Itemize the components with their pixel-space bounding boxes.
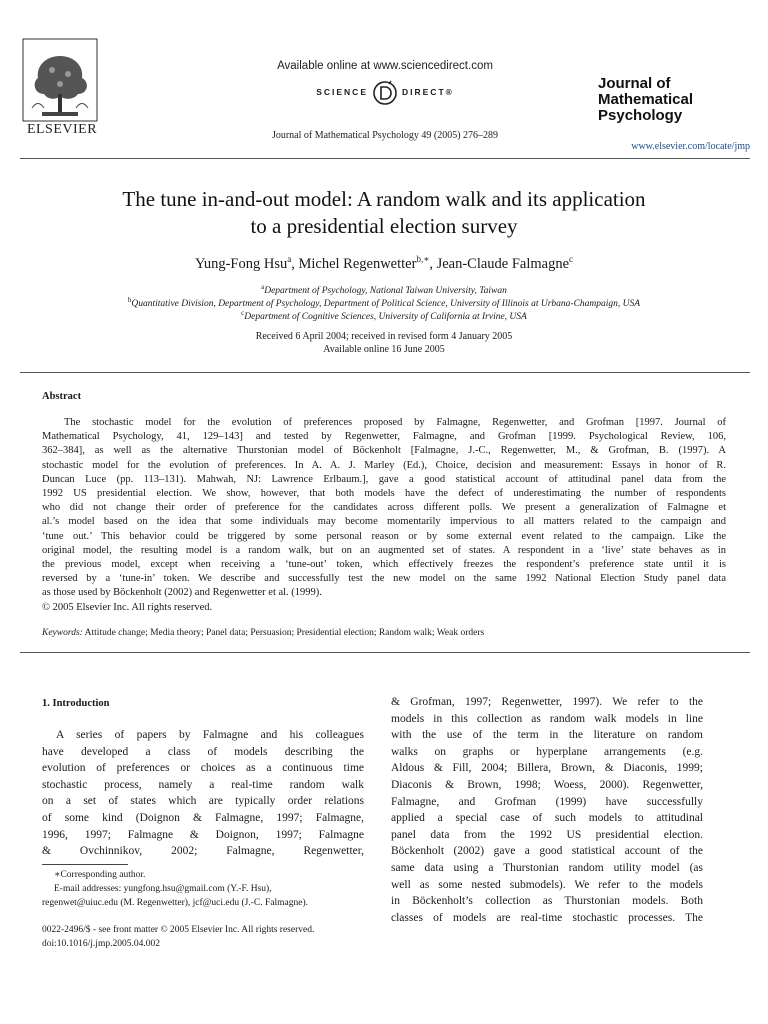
left-column-text xyxy=(42,727,364,860)
body-line: & Grofman, 1997; Regenwetter, 1997). We refer to the xyxy=(391,696,703,708)
body-line: 1996, 1997; Falmagne & Doignon, 1997; Falmagne xyxy=(42,828,364,841)
abstract-line: Mathematical Psychology, 41, 129–143] and tested by Regenwetter, Falmagne, and Grofman [1999. Psychological Review, 106, xyxy=(42,431,726,443)
date-line: Received 6 April 2004; received in revised form 4 January 2005 xyxy=(255,331,513,342)
abstract-line: who did not change their order of preference for the candidates across different polls. We present a generalization of Falmagne et xyxy=(42,502,726,514)
body-line: Diaconis & Brown, 1998; Woess, 2000). Regenwetter, xyxy=(391,778,703,791)
publisher-name: ELSEVIER xyxy=(26,122,98,137)
article-dates xyxy=(60,330,708,356)
affil-mark: b xyxy=(127,296,132,304)
author-name: Michel Regenwetter xyxy=(298,255,417,272)
keywords xyxy=(42,628,726,638)
issn-doi xyxy=(42,924,382,951)
abstract-body xyxy=(42,416,726,615)
sd-left-word: SCIENCE xyxy=(316,87,368,97)
copyright-line: © 2005 Elsevier Inc. All rights reserved. xyxy=(42,601,213,613)
abstract-line: reversed by a ‘tune-in’ token. We describe and successfully test the new model on the same 1992 National Election Study panel data xyxy=(42,573,726,585)
abstract-heading: Abstract xyxy=(42,391,82,402)
affil-mark: a xyxy=(261,283,265,291)
abstract-line: al.’s model based on the idea that some individuals may become momentarily impervious to all matters related to the campaign and xyxy=(42,516,726,528)
body-line: stochastic process, namely a real-time random walk xyxy=(42,778,364,791)
sciencedirect-logo xyxy=(250,80,520,106)
keywords-text: Attitude change; Media theory; Panel data; Persuasion; Presidential election; Random walk; Weak orders xyxy=(84,628,485,638)
sd-right-word: DIRECT® xyxy=(402,87,454,97)
doi-line[interactable]: doi:10.1016/j.jmp.2005.04.002 xyxy=(42,938,160,949)
right-column-text xyxy=(391,694,703,926)
section-heading-introduction: 1. Introduction xyxy=(42,698,110,709)
footnote-line: ∗Corresponding author. xyxy=(54,870,146,880)
abstract-line: the previous model, except when receiving a ‘tune-out’ token, which effectively freezes the respondent’s preference state until it is xyxy=(42,559,726,571)
journal-citation: Journal of Mathematical Psychology 49 (2005) 276–289 xyxy=(271,130,499,141)
author-name: Jean-Claude Falmagne xyxy=(436,255,570,272)
footnote-line: regenwet@uiuc.edu (M. Regenwetter), jcf@uci.edu (J.-C. Falmagne). xyxy=(42,898,308,908)
body-line: panel data from the 1992 US presidential election. xyxy=(391,828,703,841)
abstract-line: Duncan Luce (pp. 113–131). Mahwah, NJ: Lawrence Erlbaum.], gave a good statistical account of attitudinal panel data from the xyxy=(42,473,726,485)
date-line: Available online 16 June 2005 xyxy=(323,344,445,355)
affiliation-c xyxy=(20,307,748,324)
abstract-line: ‘tune out.’ This behavior could be triggered by some personal reason or by some external event related to the campaign. Like the xyxy=(42,530,726,542)
abstract-rule-top xyxy=(20,372,750,373)
journal-name-line: Psychology xyxy=(598,107,683,124)
affil-text: Department of Cognitive Sciences, University of California at Irvine, USA xyxy=(244,312,527,323)
author-affil-mark[interactable]: b,∗ xyxy=(416,254,430,264)
footnote xyxy=(42,868,372,910)
abstract-line: 362–384], as well as the alternative Thurstonian model of Böckenholt [Falmagne, J.-C., Regenwetter, M., & Grofman, B. (1997). A xyxy=(42,445,726,457)
affil-text: Quantitative Division, Department of Psychology, Department of Political Science, University of Illinois at Urbana-Champaign, USA xyxy=(131,299,641,310)
body-line: evolution of preferences or choices as a continuous time xyxy=(42,762,364,775)
abstract-line: as those used by Böckenholt (2002) and Regenwetter et al. (1999). xyxy=(42,587,322,599)
author-sep: , xyxy=(291,255,299,272)
header-rule xyxy=(20,158,750,159)
body-line: classes of models are real-time stochastic processes. The xyxy=(391,911,703,924)
title-line: to a presidential election survey xyxy=(250,214,518,238)
body-line: same data using a Thurstonian random utility model (as xyxy=(391,861,703,874)
body-line: A series of papers by Falmagne and his colleagues xyxy=(56,729,364,741)
body-line: Aldous & Fill, 2004; Billera, Brown, & Diaconis, 1999; xyxy=(391,762,703,775)
author-affil-mark: c xyxy=(569,254,574,264)
body-line: applied a special case of such models to attitudinal xyxy=(391,812,703,825)
abstract-rule-bottom xyxy=(20,652,750,653)
abstract-line: original model, the resulting model is a random walk, but on an augmented set of states. A respondent in a ‘live’ state behaves as in xyxy=(42,544,726,556)
elsevier-tree-logo xyxy=(22,38,98,122)
body-line: models in this collection as random walk models in line xyxy=(391,712,703,725)
body-line: walks on graphs or hyperplane arrangements (e.g. xyxy=(391,745,703,758)
abstract-line: stochastic model for the evolution of preferences. In A. A. J. Marley (Ed.), Choice, decision and measurement: Essays in honor of R. xyxy=(42,459,726,471)
affil-mark: c xyxy=(241,309,245,317)
author-sep: , xyxy=(429,255,437,272)
body-line: with the use of the term in the literature on random xyxy=(391,729,703,742)
journal-name-line: Mathematical xyxy=(598,91,694,108)
footnote-line: E-mail addresses: yungfong.hsu@gmail.com (Y.-F. Hsu), xyxy=(54,884,272,894)
body-line: on a set of states which are typically order relations xyxy=(42,795,364,808)
body-line: Böckenholt (2002) gave a good statistical account of the xyxy=(391,845,703,858)
body-line: well as some nested submodels). We refer to the models xyxy=(391,878,703,891)
journal-name xyxy=(598,76,748,124)
body-line: & Ovchinnikov, 2002; Falmagne, Regenwetter, xyxy=(42,845,364,858)
title-line: The tune in-and-out model: A random walk and its application xyxy=(122,187,646,211)
issn-line: 0022-2496/$ - see front matter © 2005 Elsevier Inc. All rights reserved. xyxy=(42,925,315,935)
affil-text: Department of Psychology, National Taiwan University, Taiwan xyxy=(264,286,507,297)
body-line: Falmagne, and Grofman (1999) have successfully xyxy=(391,795,703,808)
body-line: have developed a class of models describing the xyxy=(42,745,364,758)
footnote-rule xyxy=(42,864,128,865)
body-line: of some kind (Doignon & Falmagne, 1997; Falmagne, xyxy=(42,811,364,824)
sciencedirect-d-icon xyxy=(372,80,398,106)
author-affil-mark: a xyxy=(287,254,292,264)
abstract-line: 1992 US presidential election. We show, however, that both models have the defect of underestimating the number of respondents xyxy=(42,488,726,500)
paper-title xyxy=(60,186,708,240)
author-list xyxy=(60,254,708,273)
journal-name-line: Journal of xyxy=(598,75,671,92)
author-name: Yung-Fong Hsu xyxy=(194,255,288,272)
abstract-line: The stochastic model for the evolution of preferences proposed by Falmagne, Regenwetter, and Grofman [1997. Journal of xyxy=(64,417,726,428)
keywords-label: Keywords: xyxy=(42,628,83,638)
available-online[interactable]: Available online at www.sciencedirect.com xyxy=(277,60,493,72)
body-line: in Böckenholt’s collection as Thurstonian models. Both xyxy=(391,895,703,908)
journal-url-link[interactable]: www.elsevier.com/locate/jmp xyxy=(631,141,750,152)
